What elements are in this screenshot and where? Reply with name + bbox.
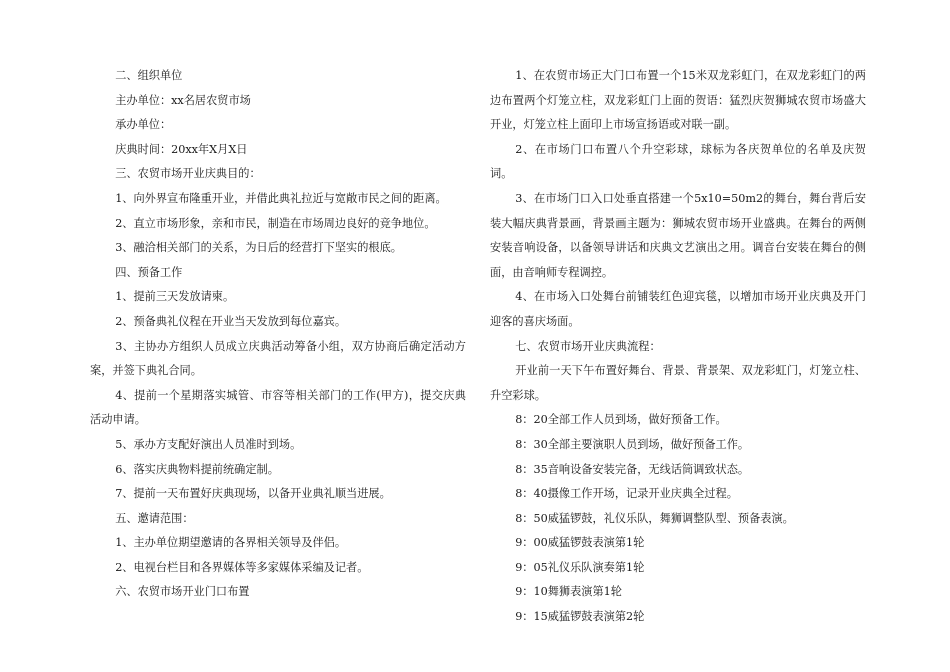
paragraph: 4、在市场入口处舞台前铺装红色迎宾毯，以增加市场开业庆典及开门迎客的喜庆场面。: [490, 290, 866, 328]
paragraph: 承办单位：: [115, 118, 172, 132]
schedule-item: 9：10舞狮表演第1轮: [515, 585, 622, 599]
right-column: [490, 64, 866, 630]
schedule-item: 8：35音响设备安装完备，无线话筒调致状态。: [515, 462, 750, 476]
section-heading: 五、邀请范围：: [115, 511, 194, 525]
paragraph: 7、提前一天布置好庆典现场，以备开业典礼顺当进展。: [115, 487, 391, 501]
section-heading: 三、农贸市场开业庆典目的：: [115, 167, 261, 181]
section-heading: 四、预备工作: [115, 265, 183, 279]
paragraph: 二、组织单位: [115, 69, 183, 82]
paragraph: 1、向外界宣布隆重开业，并借此典礼拉近与宽敞市民之间的距离。: [115, 191, 447, 205]
paragraph: 2、电视台栏目和各界媒体等多家媒体采编及记者。: [115, 560, 369, 574]
paragraph: 主办单位：xx名居农贸市场: [115, 93, 251, 107]
schedule-item: 9：05礼仪乐队演奏第1轮: [515, 560, 645, 574]
paragraph: 3、在市场门口入口处垂直搭建一个5x10=50m2的舞台，舞台背后安装大幅庆典背景画，背景画主题为：狮城农贸市场开业盛典。在舞台的两侧安装音响设备，以备领导讲话和庆典文艺演出之用。调音台安装在舞台的侧面，由音响师专程调控。: [490, 191, 866, 279]
schedule-item: 9：15威猛锣鼓表演第2轮: [515, 610, 645, 624]
section-heading: 七、农贸市场开业庆典流程：: [515, 339, 661, 353]
schedule-item: 8：50威猛锣鼓，礼仪乐队，舞狮调整队型、预备表演。: [515, 511, 794, 525]
paragraph: 2、预备典礼仪程在开业当天发放到每位嘉宾。: [115, 314, 347, 328]
paragraph: 3、融洽相关部门的关系，为日后的经营打下坚实的根底。: [115, 241, 402, 255]
paragraph: 2、在市场门口布置八个升空彩球，球标为各庆贺单位的名单及庆贺词。: [490, 142, 866, 181]
paragraph: 4、提前一个星期落实城管、市容等相关部门的工作(甲方)，提交庆典活动申请。: [90, 388, 466, 427]
schedule-item: 9：00威猛锣鼓表演第1轮: [515, 536, 645, 550]
schedule-item: 8：20全部工作人员到场，做好预备工作。: [515, 413, 727, 427]
schedule-item: 8：30全部主要演职人员到场，做好预备工作。: [515, 437, 750, 451]
paragraph: 5、承办方支配好演出人员准时到场。: [115, 437, 302, 451]
paragraph: 6、落实庆典物料提前统确定制。: [115, 462, 279, 476]
paragraph: 1、主办单位期望邀请的各界相关领导及伴侣。: [115, 536, 347, 550]
paragraph: 3、主协办方组织人员成立庆典活动筹备小组，双方协商后确定活动方案，并签下典礼合同。: [90, 339, 466, 378]
left-column: [90, 64, 466, 605]
paragraph: 1、提前三天发放请柬。: [115, 290, 235, 304]
schedule-item: 8：40摄像工作开场，记录开业庆典全过程。: [515, 487, 738, 501]
paragraph: 1、在农贸市场正大门口布置一个15米双龙彩虹门，在双龙彩虹门的两边布置两个灯笼立柱，双龙彩虹门上面的贺语：猛烈庆贺狮城农贸市场盛大开业，灯笼立柱上面印上市场宣扬语或对联一副。: [490, 69, 866, 132]
section-heading: 六、农贸市场开业门口布置: [115, 585, 250, 599]
paragraph: 开业前一天下午布置好舞台、背景、背景架、双龙彩虹门，灯笼立柱、升空彩球。: [490, 364, 866, 402]
paragraph: 2、直立市场形象，亲和市民，制造在市场周边良好的竞争地位。: [115, 216, 436, 230]
paragraph: 庆典时间：20xx年X月X日: [115, 142, 248, 156]
